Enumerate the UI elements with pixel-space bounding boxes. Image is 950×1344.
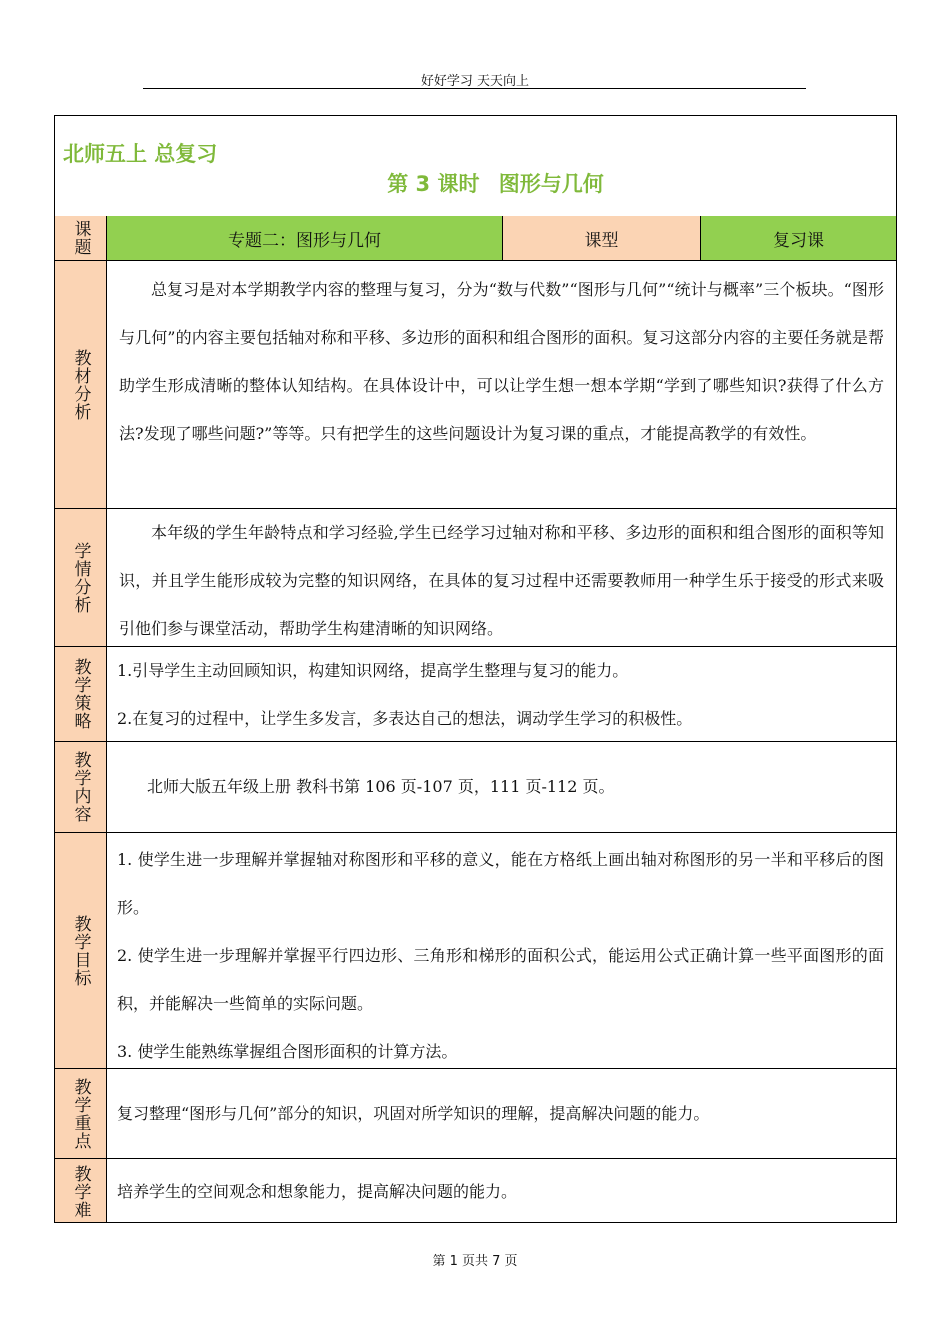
lesson-number: 第 3 课时 xyxy=(387,172,480,196)
lesson-plan-table xyxy=(54,115,897,1223)
teaching-strategy-label: 教学策略 xyxy=(70,658,91,730)
difficulty-row xyxy=(55,1159,896,1223)
row-content xyxy=(107,1159,896,1223)
row-content xyxy=(107,647,896,741)
lesson-type-value-cell xyxy=(701,216,896,260)
lesson-name: 图形与几何 xyxy=(498,172,604,196)
lesson-type-label-cell xyxy=(503,216,701,260)
title-area xyxy=(55,116,896,217)
teaching-content-label: 教学内容 xyxy=(70,751,91,823)
page-header-slogan: 好好学习 天天向上 xyxy=(420,74,530,89)
key-point-text: 复习整理“图形与几何”部分的知识，巩固对所学知识的理解，提高解决问题的能力。 xyxy=(117,1103,710,1123)
student-analysis-text: 本年级的学生年龄特点和学习经验,学生已经学习过轴对称和平移、多边形的面积和组合图形的面积等知识，并且学生能形成较为完整的知识网络，在具体的复习过程中还需要教师用一种学生乐于接受的形式来吸引他们参与课堂活动，帮助学生构建清晰的知识网络。 xyxy=(119,523,884,638)
strategy-item-1: 1.引导学生主动回顾知识，构建知识网络，提高学生整理与复习的能力。 xyxy=(117,661,629,680)
difficulty-text: 培养学生的空间观念和想象能力，提高解决问题的能力。 xyxy=(117,1181,518,1201)
row-label xyxy=(55,647,107,741)
row-content xyxy=(107,261,896,508)
row-label xyxy=(55,833,107,1068)
row-label xyxy=(55,1069,107,1158)
material-analysis-row xyxy=(55,261,896,509)
row-content xyxy=(107,833,896,1068)
topic-row xyxy=(55,216,896,261)
topic-row-label: 课题 xyxy=(70,220,91,256)
teaching-goals-label: 教学目标 xyxy=(70,914,91,987)
lesson-type-value: 复习课 xyxy=(773,230,824,251)
strategy-item-2: 2.在复习的过程中，让学生多发言，多表达自己的想法，调动学生学习的积极性。 xyxy=(117,709,693,728)
material-analysis-text: 总复习是对本学期教学内容的整理与复习，分为“数与代数”“图形与几何”“统计与概率”三个板块。“图形与几何”的内容主要包括轴对称和平移、多边形的面积和组合图形的面积。复习这部分内容的主要任务就是帮助学生形成清晰的整体认知结构。在具体设计中，可以让学生想一想本学期“学到了哪些知识?获得了什么方法?发现了哪些问题?”等等。只有把学生的这些问题设计为复习课的重点，才能提高教学的有效性。 xyxy=(119,280,884,443)
row-label xyxy=(55,742,107,832)
teaching-content-text: 北师大版五年级上册 教科书第 106 页-107 页，111 页-112 页。 xyxy=(147,777,615,796)
row-content xyxy=(107,1069,896,1158)
key-point-label: 教学重点 xyxy=(70,1077,91,1150)
row-label xyxy=(55,509,107,646)
teaching-strategy-row xyxy=(55,647,896,742)
topic-value: 专题二：图形与几何 xyxy=(228,230,381,251)
key-point-row xyxy=(55,1069,896,1159)
goal-item-2: 2. 使学生进一步理解并掌握平行四边形、三角形和梯形的面积公式，能运用公式正确计算一些平面图形的面积，并能解决一些简单的实际问题。 xyxy=(117,946,884,1013)
row-content xyxy=(107,509,896,646)
student-analysis-label: 学情分析 xyxy=(70,541,91,614)
difficulty-label: 教学难 xyxy=(70,1164,91,1219)
series-title: 北师五上 总复习 xyxy=(63,142,218,166)
row-label xyxy=(55,216,107,260)
student-analysis-row xyxy=(55,509,896,647)
lesson-type-label: 课型 xyxy=(584,230,619,251)
lesson-title xyxy=(55,168,896,198)
row-label xyxy=(55,1159,107,1223)
goal-item-1: 1. 使学生进一步理解并掌握轴对称图形和平移的意义，能在方格纸上画出轴对称图形的另一半和平移后的图形。 xyxy=(117,850,884,917)
goal-item-3: 3. 使学生能熟练掌握组合图形面积的计算方法。 xyxy=(117,1042,458,1061)
row-content xyxy=(107,742,896,832)
teaching-goals-row xyxy=(55,833,896,1069)
header-divider xyxy=(143,88,806,89)
page-footer-number: 第 1 页共 7 页 xyxy=(432,1254,518,1269)
material-analysis-label: 教材分析 xyxy=(70,348,91,421)
teaching-content-row xyxy=(55,742,896,833)
row-label xyxy=(55,261,107,508)
topic-cell xyxy=(107,216,503,260)
